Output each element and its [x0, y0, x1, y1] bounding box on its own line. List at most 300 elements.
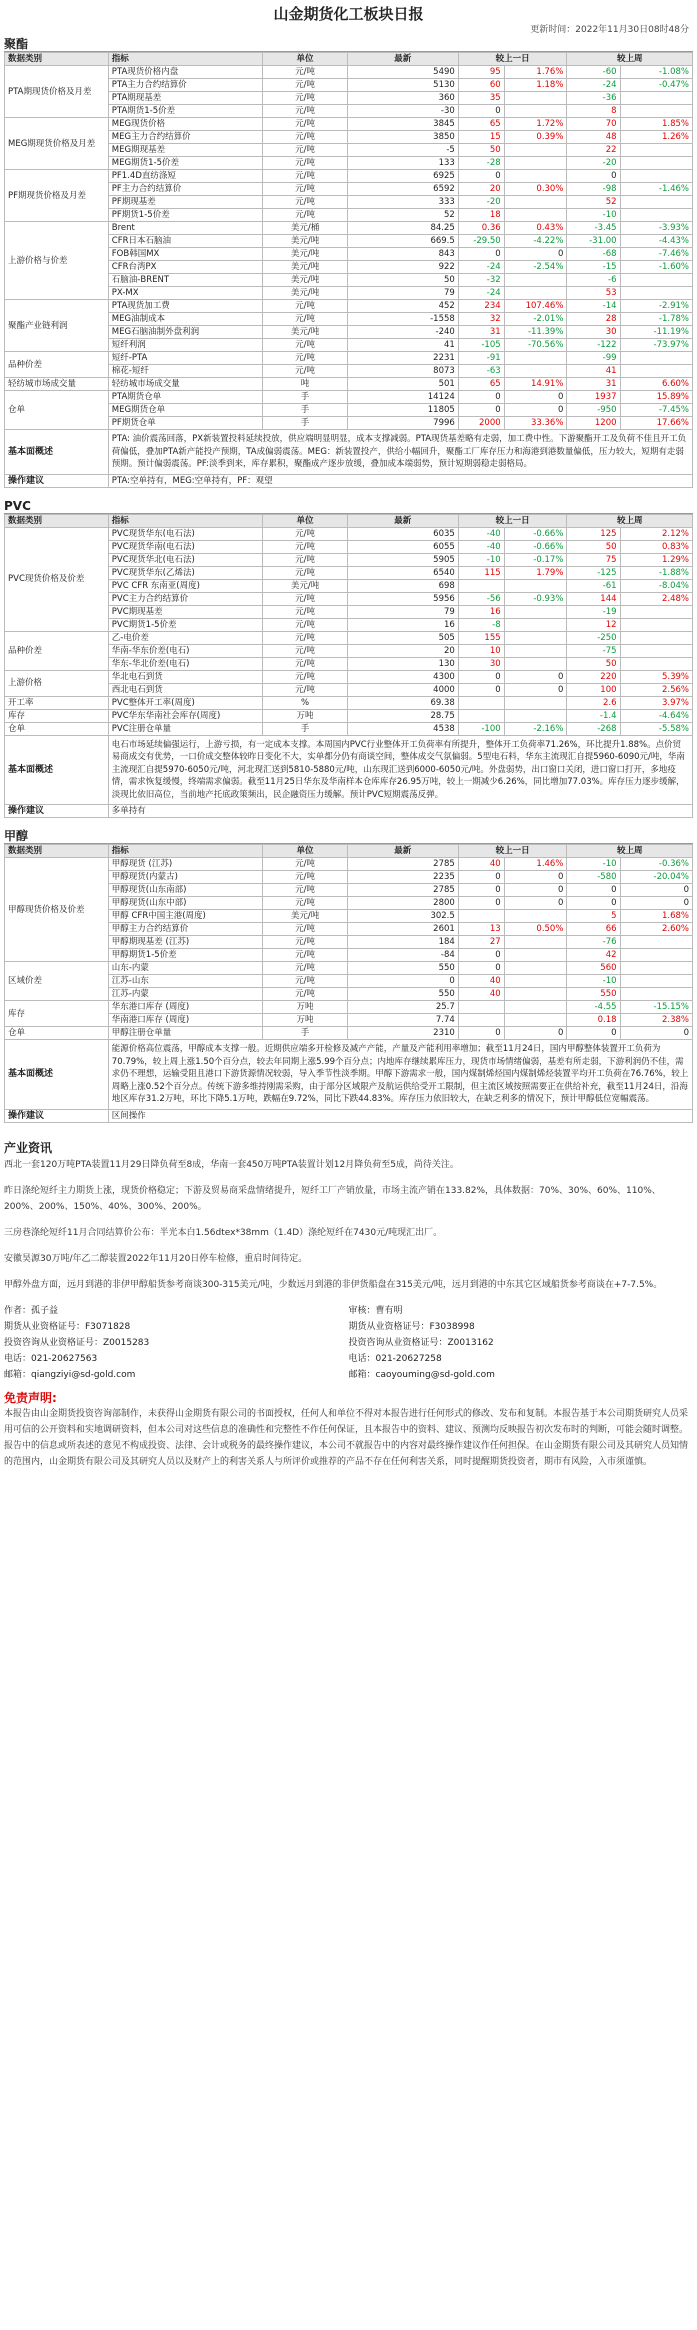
week-change-cell: -950	[567, 404, 620, 417]
day-change-cell: -56	[458, 592, 504, 605]
week-pct-cell: 17.66%	[620, 417, 692, 430]
category-cell: 上游价格	[5, 670, 109, 696]
table-header	[5, 514, 693, 527]
week-pct-cell	[620, 92, 692, 105]
week-pct-cell	[620, 209, 692, 222]
table-row	[5, 962, 693, 975]
latest-cell: 501	[347, 378, 458, 391]
table-row	[5, 644, 693, 657]
column-header: 最新	[347, 53, 458, 66]
sections-container	[4, 36, 693, 1133]
week-change-cell: -19	[567, 605, 620, 618]
week-pct-cell: 0	[620, 884, 692, 897]
author-email[interactable]: 邮箱：qiangziyi@sd-gold.com	[4, 1369, 136, 1380]
unit-cell: 手	[263, 1027, 347, 1040]
summary-label: 基本面概述	[5, 1040, 109, 1110]
week-change-cell: 50	[567, 657, 620, 670]
latest-cell: 184	[347, 936, 458, 949]
table-row	[5, 722, 693, 735]
day-pct-cell: 14.91%	[504, 378, 567, 391]
week-change-cell: -6	[567, 274, 620, 287]
indicator-cell: MEG期货1-5价差	[108, 157, 262, 170]
column-header: 最新	[347, 514, 458, 527]
table-row	[5, 1014, 693, 1027]
week-pct-cell	[620, 144, 692, 157]
update-time: 更新时间：2022年11月30日08时48分	[530, 25, 689, 35]
indicator-cell: MEG石脑油制外盘利润	[108, 326, 262, 339]
author-name: 作者：孤子益	[4, 1305, 59, 1316]
news-item: 甲醇外盘方面，远月到港的非伊甲醇船货参考商谈300-315美元/吨，少数远月到港的非伊货船盘在315美元/吨，远月到港的中东其它区域船货参考商谈在+7-7.5%。	[4, 1279, 663, 1290]
indicator-cell: PVC现货华南(电石法)	[108, 540, 262, 553]
category-cell: 开工率	[5, 696, 109, 709]
week-change-cell: 5	[567, 910, 620, 923]
latest-cell: 3850	[347, 131, 458, 144]
week-pct-cell: 1.85%	[620, 118, 692, 131]
indicator-cell: PF主力合约结算价	[108, 183, 262, 196]
category-cell: 库存	[5, 1001, 109, 1027]
strategy-text: PTA:空单持有，MEG:空单持有，PF：观望	[108, 474, 692, 487]
indicator-cell: PVC华东华南社会库存(周度)	[108, 709, 262, 722]
indicator-cell: PVC CFR 东南亚(周度)	[108, 579, 262, 592]
week-change-cell: 8	[567, 105, 620, 118]
strategy-label: 操作建议	[5, 1109, 109, 1122]
unit-cell: 手	[263, 722, 347, 735]
week-change-cell: 66	[567, 923, 620, 936]
week-pct-cell: 1.29%	[620, 553, 692, 566]
latest-cell: 50	[347, 274, 458, 287]
week-change-cell: 53	[567, 287, 620, 300]
table-row	[5, 105, 693, 118]
indicator-cell: PVC现货华东(电石法)	[108, 527, 262, 540]
week-pct-cell: -1.08%	[620, 66, 692, 79]
table-row	[5, 365, 693, 378]
reviewer-qual: 期货从业资格证号：F3038998	[348, 1321, 475, 1332]
unit-cell: 元/吨	[263, 592, 347, 605]
day-pct-cell: -0.17%	[504, 553, 567, 566]
day-change-cell: -32	[458, 274, 504, 287]
day-change-cell: 0	[458, 962, 504, 975]
table-row	[5, 1027, 693, 1040]
column-header: 较上一日	[458, 53, 567, 66]
day-pct-cell: -2.54%	[504, 261, 567, 274]
latest-cell: 922	[347, 261, 458, 274]
day-change-cell: -91	[458, 352, 504, 365]
news-item: 西北一套120万吨PTA装置11月29日降负荷至8成，华南一套450万吨PTA装置计划12月降负荷至5成，尚待关注。	[4, 1159, 459, 1170]
table-row	[5, 300, 693, 313]
day-change-cell: 0	[458, 404, 504, 417]
indicator-cell: PX-MX	[108, 287, 262, 300]
latest-cell: 79	[347, 605, 458, 618]
column-header: 数据类别	[5, 53, 109, 66]
week-pct-cell: -0.47%	[620, 79, 692, 92]
category-cell: 轻纺城市场成交量	[5, 378, 109, 391]
table-row	[5, 235, 693, 248]
week-pct-cell: 2.38%	[620, 1014, 692, 1027]
table-row	[5, 391, 693, 404]
table-row	[5, 527, 693, 540]
week-change-cell: -250	[567, 631, 620, 644]
indicator-cell: PVC整体开工率(周度)	[108, 696, 262, 709]
strategy-label: 操作建议	[5, 474, 109, 487]
day-change-cell	[458, 910, 504, 923]
week-change-cell: -76	[567, 936, 620, 949]
unit-cell: 万吨	[263, 1001, 347, 1014]
latest-cell: 4000	[347, 683, 458, 696]
week-change-cell: 12	[567, 618, 620, 631]
latest-cell: 69.38	[347, 696, 458, 709]
unit-cell: 手	[263, 391, 347, 404]
latest-cell: 843	[347, 248, 458, 261]
day-pct-cell	[504, 579, 567, 592]
indicator-cell: PTA主力合约结算价	[108, 79, 262, 92]
column-header: 指标	[108, 514, 262, 527]
indicator-cell: 甲醇现货 (江苏)	[108, 858, 262, 871]
reviewer-phone: 电话：021-20627258	[348, 1353, 442, 1364]
latest-cell: -1558	[347, 313, 458, 326]
unit-cell: 元/吨	[263, 352, 347, 365]
column-header: 较上周	[567, 845, 693, 858]
day-change-cell: 0	[458, 683, 504, 696]
week-pct-cell	[620, 352, 692, 365]
day-change-cell: 18	[458, 209, 504, 222]
week-pct-cell	[620, 936, 692, 949]
latest-cell: 5956	[347, 592, 458, 605]
table-row	[5, 378, 693, 391]
author-invest: 投资咨询从业资格证号：Z0015283	[4, 1337, 150, 1348]
indicator-cell: CFR台湾PX	[108, 261, 262, 274]
week-change-cell: -60	[567, 66, 620, 79]
day-change-cell: 2000	[458, 417, 504, 430]
week-change-cell: -31.00	[567, 235, 620, 248]
author-qual: 期货从业资格证号：F3071828	[4, 1321, 131, 1332]
week-pct-cell	[620, 105, 692, 118]
column-header: 单位	[263, 53, 347, 66]
section-title: 甲醇	[4, 828, 693, 844]
latest-cell: 669.5	[347, 235, 458, 248]
latest-cell: -240	[347, 326, 458, 339]
latest-cell: 4300	[347, 670, 458, 683]
unit-cell: %	[263, 696, 347, 709]
unit-cell: 手	[263, 404, 347, 417]
week-pct-cell	[620, 988, 692, 1001]
day-change-cell: 234	[458, 300, 504, 313]
day-pct-cell	[504, 657, 567, 670]
day-pct-cell	[504, 605, 567, 618]
category-cell: 库存	[5, 709, 109, 722]
day-change-cell: 95	[458, 66, 504, 79]
day-change-cell: 10	[458, 644, 504, 657]
table-row	[5, 92, 693, 105]
latest-cell: 6592	[347, 183, 458, 196]
unit-cell: 元/吨	[263, 618, 347, 631]
summary-row	[5, 735, 693, 805]
column-header: 指标	[108, 53, 262, 66]
day-pct-cell: 0	[504, 871, 567, 884]
unit-cell: 元/吨	[263, 170, 347, 183]
week-pct-cell: 3.97%	[620, 696, 692, 709]
indicator-cell: 甲醇现货(内蒙古)	[108, 871, 262, 884]
day-pct-cell	[504, 196, 567, 209]
day-pct-cell	[504, 962, 567, 975]
week-pct-cell: -8.04%	[620, 579, 692, 592]
summary-row	[5, 430, 693, 475]
unit-cell: 元/吨	[263, 339, 347, 352]
indicator-cell: 甲醇注册仓单量	[108, 1027, 262, 1040]
table-row	[5, 222, 693, 235]
day-pct-cell	[504, 988, 567, 1001]
unit-cell: 元/吨	[263, 92, 347, 105]
table-row	[5, 79, 693, 92]
week-change-cell: -10	[567, 209, 620, 222]
author-phone: 电话：021-20627563	[4, 1353, 98, 1364]
unit-cell: 元/吨	[263, 300, 347, 313]
week-change-cell: -4.55	[567, 1001, 620, 1014]
week-pct-cell	[620, 196, 692, 209]
latest-cell: 698	[347, 579, 458, 592]
data-table	[4, 52, 693, 488]
unit-cell: 元/吨	[263, 66, 347, 79]
week-pct-cell: -2.91%	[620, 300, 692, 313]
day-pct-cell	[504, 709, 567, 722]
table-row	[5, 326, 693, 339]
unit-cell: 元/吨	[263, 897, 347, 910]
week-pct-cell: 0.83%	[620, 540, 692, 553]
week-change-cell: 220	[567, 670, 620, 683]
day-pct-cell	[504, 209, 567, 222]
day-change-cell: -20	[458, 196, 504, 209]
week-pct-cell: -20.04%	[620, 871, 692, 884]
week-pct-cell	[620, 170, 692, 183]
week-change-cell: 48	[567, 131, 620, 144]
latest-cell: 550	[347, 962, 458, 975]
week-change-cell: 144	[567, 592, 620, 605]
day-pct-cell: -0.66%	[504, 540, 567, 553]
section-title: PVC	[4, 498, 693, 514]
strategy-text: 多单持有	[108, 805, 692, 818]
week-change-cell: 0	[567, 884, 620, 897]
table-row	[5, 553, 693, 566]
latest-cell: 8073	[347, 365, 458, 378]
indicator-cell: MEG主力合约结算价	[108, 131, 262, 144]
table-row	[5, 657, 693, 670]
week-change-cell: 2.6	[567, 696, 620, 709]
latest-cell: 333	[347, 196, 458, 209]
day-change-cell: -29.50	[458, 235, 504, 248]
week-change-cell: -268	[567, 722, 620, 735]
day-pct-cell	[504, 157, 567, 170]
week-pct-cell: -1.46%	[620, 183, 692, 196]
indicator-cell: 短纤利润	[108, 339, 262, 352]
indicator-cell: 华东港口库存 (周度)	[108, 1001, 262, 1014]
day-pct-cell	[504, 170, 567, 183]
day-change-cell: 65	[458, 378, 504, 391]
latest-cell: 79	[347, 287, 458, 300]
table-header	[5, 845, 693, 858]
week-pct-cell	[620, 962, 692, 975]
day-pct-cell	[504, 936, 567, 949]
indicator-cell: Brent	[108, 222, 262, 235]
category-cell: 甲醇现货价格及价差	[5, 858, 109, 962]
indicator-cell: 甲醇主力合约结算价	[108, 923, 262, 936]
table-row	[5, 118, 693, 131]
table-row	[5, 339, 693, 352]
day-pct-cell	[504, 631, 567, 644]
day-pct-cell	[504, 910, 567, 923]
summary-text: 电石市场延续偏强运行，上游亏损，有一定成本支撑。本周国内PVC行业整体开工负荷率有所提升，整体开工负荷率71.26%，环比提升1.88%。点价贸易商成交有优势，一口价成交整体较昨日变化不大，实单都分仍有商谈空间，整体成交气氛偏弱。5型电石料，华东主流现汇自提5960-6090元/吨，华南主流现汇自提5970-6050元/吨，河北现汇送到5810-5880元/吨，山东现汇送到6000-6050元/吨。外盘弱势，出口窗口关闭，进口窗口打开，多地疫情，需求恢复缓慢，终端需求偏弱。截至11月25日华东及华南样本仓库库存26.95万吨，较上一期减少6.26%，同比增加77.03%。库存压力逐步缓解，淡现比依旧高位，当前地产托底政策频出，民企融资压力缓解。预计PVC短期震荡反弹。	[108, 735, 692, 805]
reviewer-email[interactable]: 邮箱：caoyouming@sd-gold.com	[348, 1369, 495, 1380]
table-row	[5, 404, 693, 417]
latest-cell: 5905	[347, 553, 458, 566]
strategy-row	[5, 805, 693, 818]
indicator-cell: PF期货1-5价差	[108, 209, 262, 222]
day-change-cell: 35	[458, 92, 504, 105]
unit-cell: 元/吨	[263, 365, 347, 378]
day-pct-cell	[504, 287, 567, 300]
indicator-cell: 西北电石到货	[108, 683, 262, 696]
news-item: 昨日涤纶短纤主力期货上涨，现货价格稳定；下游及贸易商采盘情绪提升，短纤工厂产销放量，市场主流产销在133.82%，具体数据：70%、30%、60%、110%、200%、200%、150%、40%、300%、200%。	[4, 1185, 661, 1212]
day-change-cell: 20	[458, 183, 504, 196]
unit-cell: 美元/吨	[263, 287, 347, 300]
day-change-cell: 0	[458, 897, 504, 910]
week-pct-cell: -1.60%	[620, 261, 692, 274]
table-row	[5, 417, 693, 430]
indicator-cell: PF1.4D直纺涤短	[108, 170, 262, 183]
day-pct-cell: -2.01%	[504, 313, 567, 326]
week-change-cell: 0	[567, 897, 620, 910]
indicator-cell: 棉花-短纤	[108, 365, 262, 378]
day-change-cell: -28	[458, 157, 504, 170]
unit-cell: 万吨	[263, 1014, 347, 1027]
category-cell: 仓单	[5, 1027, 109, 1040]
unit-cell: 元/吨	[263, 949, 347, 962]
table-row	[5, 313, 693, 326]
week-pct-cell: -7.45%	[620, 404, 692, 417]
latest-cell: 6925	[347, 170, 458, 183]
indicator-cell: MEG期货仓单	[108, 404, 262, 417]
week-pct-cell: -4.64%	[620, 709, 692, 722]
indicator-cell: 甲醇期货1-5价差	[108, 949, 262, 962]
table-row	[5, 975, 693, 988]
day-pct-cell: 0	[504, 248, 567, 261]
week-pct-cell: 1.68%	[620, 910, 692, 923]
unit-cell: 美元/吨	[263, 579, 347, 592]
unit-cell: 元/吨	[263, 962, 347, 975]
indicator-cell: PTA期货1-5价差	[108, 105, 262, 118]
unit-cell: 元/吨	[263, 566, 347, 579]
day-pct-cell	[504, 1014, 567, 1027]
table-row	[5, 910, 693, 923]
latest-cell: 3845	[347, 118, 458, 131]
day-change-cell: 0	[458, 248, 504, 261]
table-row	[5, 540, 693, 553]
indicator-cell: MEG油制成本	[108, 313, 262, 326]
indicator-cell: 华北电石到货	[108, 670, 262, 683]
unit-cell: 元/吨	[263, 988, 347, 1001]
table-row	[5, 605, 693, 618]
day-change-cell: 0	[458, 871, 504, 884]
day-change-cell: 32	[458, 313, 504, 326]
week-change-cell: -1.4	[567, 709, 620, 722]
column-header: 较上周	[567, 53, 693, 66]
week-pct-cell: 2.56%	[620, 683, 692, 696]
day-change-cell: 31	[458, 326, 504, 339]
day-change-cell: 0.36	[458, 222, 504, 235]
week-pct-cell	[620, 287, 692, 300]
table-row	[5, 579, 693, 592]
unit-cell: 元/吨	[263, 196, 347, 209]
latest-cell: 5490	[347, 66, 458, 79]
reviewer-name: 审核：曹有明	[348, 1305, 403, 1316]
day-change-cell: -100	[458, 722, 504, 735]
week-change-cell: 125	[567, 527, 620, 540]
day-pct-cell	[504, 975, 567, 988]
day-pct-cell: -0.66%	[504, 527, 567, 540]
unit-cell: 元/吨	[263, 527, 347, 540]
week-change-cell: 550	[567, 988, 620, 1001]
unit-cell: 美元/桶	[263, 222, 347, 235]
category-cell: 仓单	[5, 391, 109, 430]
day-pct-cell: 0	[504, 683, 567, 696]
indicator-cell: 短纤-PTA	[108, 352, 262, 365]
disclaimer-title: 免责声明:	[4, 1390, 57, 1405]
latest-cell: 360	[347, 92, 458, 105]
table-row	[5, 196, 693, 209]
latest-cell: 550	[347, 988, 458, 1001]
latest-cell: 2310	[347, 1027, 458, 1040]
summary-label: 基本面概述	[5, 735, 109, 805]
week-pct-cell: -1.78%	[620, 313, 692, 326]
indicator-cell: PF期货仓单	[108, 417, 262, 430]
day-pct-cell: -0.93%	[504, 592, 567, 605]
latest-cell: 11805	[347, 404, 458, 417]
day-change-cell: 60	[458, 79, 504, 92]
latest-cell: 452	[347, 300, 458, 313]
day-change-cell: -24	[458, 287, 504, 300]
week-change-cell: -61	[567, 579, 620, 592]
week-pct-cell: 5.39%	[620, 670, 692, 683]
data-table	[4, 514, 693, 819]
day-change-cell: 50	[458, 144, 504, 157]
week-change-cell: 50	[567, 540, 620, 553]
news-item: 安徽昊源30万吨/年乙二醇装置2022年11月20日停车检修，重启时间待定。	[4, 1253, 308, 1264]
unit-cell: 元/吨	[263, 644, 347, 657]
unit-cell: 元/吨	[263, 540, 347, 553]
week-change-cell: -15	[567, 261, 620, 274]
week-change-cell: 52	[567, 196, 620, 209]
week-pct-cell: 2.12%	[620, 527, 692, 540]
day-change-cell: 13	[458, 923, 504, 936]
week-pct-cell: -11.19%	[620, 326, 692, 339]
week-pct-cell	[620, 949, 692, 962]
unit-cell: 手	[263, 417, 347, 430]
latest-cell: 2785	[347, 858, 458, 871]
indicator-cell: PVC现货华东(乙烯法)	[108, 566, 262, 579]
latest-cell: 14124	[347, 391, 458, 404]
day-pct-cell	[504, 696, 567, 709]
day-pct-cell	[504, 352, 567, 365]
latest-cell: 2231	[347, 352, 458, 365]
latest-cell: 2800	[347, 897, 458, 910]
indicator-cell: PF期现基差	[108, 196, 262, 209]
day-pct-cell: 0.30%	[504, 183, 567, 196]
day-change-cell: 40	[458, 858, 504, 871]
latest-cell: -30	[347, 105, 458, 118]
week-pct-cell: 15.89%	[620, 391, 692, 404]
week-pct-cell: 1.26%	[620, 131, 692, 144]
table-row	[5, 871, 693, 884]
day-pct-cell: 107.46%	[504, 300, 567, 313]
section-title: 聚酯	[4, 36, 693, 52]
